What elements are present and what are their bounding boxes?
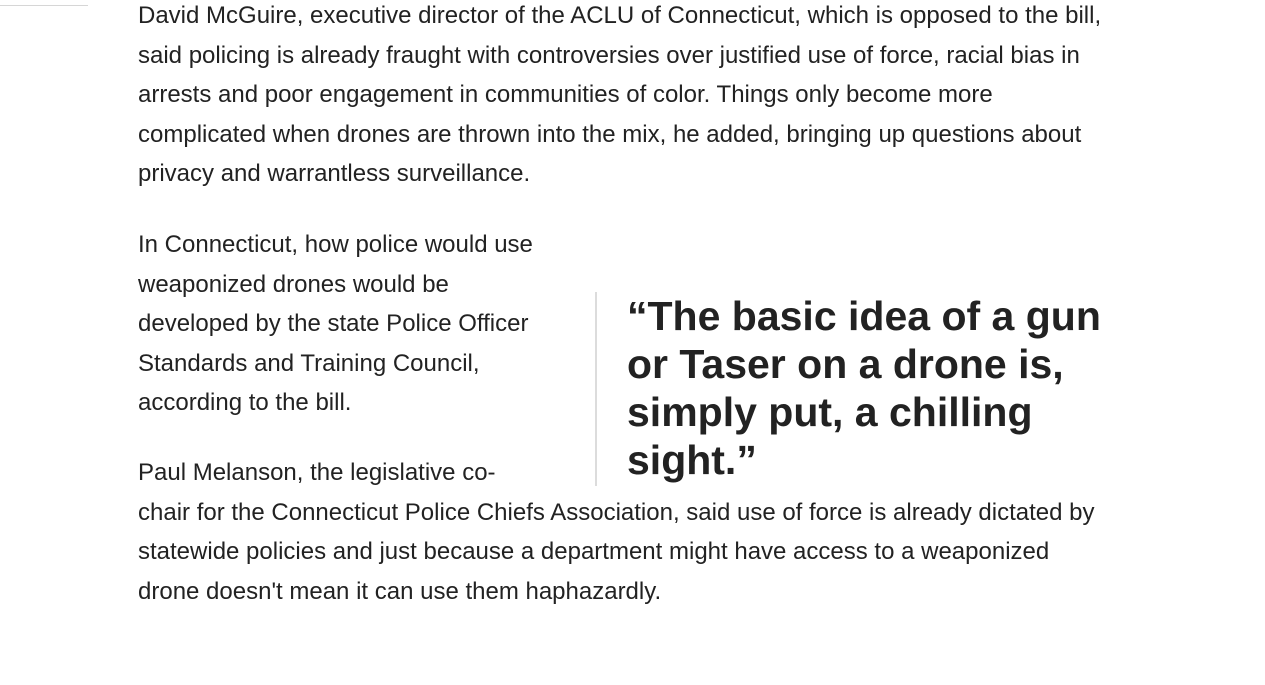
top-divider (0, 5, 88, 6)
article-paragraph: David McGuire, executive director of the ACLU of Connecticut, which is opposed to the bill, said policing is already fraught with controversies over justified use of force, racial bias in arrests and poor engagement in communities of color. Things only become more complicated when drones are thrown into the mix, he added, bringing up questions about privacy and warrantless surveillance. (138, 2, 1102, 188)
article-paragraph: In Connecticut, how police would use weaponized drones would be developed by the state Police Officer Standards and Training Council, according to the bill. (138, 230, 533, 417)
article-paragraph-continuation: chair for the Connecticut Police Chiefs Association, said use of force is already dictated by statewide policies and just because a department might have access to a weaponized drone doesn't mean it can use them haphazardly. (138, 498, 1095, 605)
article-paragraph-start: Paul Melanson, the legislative co- (138, 458, 496, 486)
pull-quote: “The basic idea of a gun or Taser on a drone is, simply put, a chilling sight.” (595, 292, 1107, 486)
article-body (138, 0, 1113, 611)
